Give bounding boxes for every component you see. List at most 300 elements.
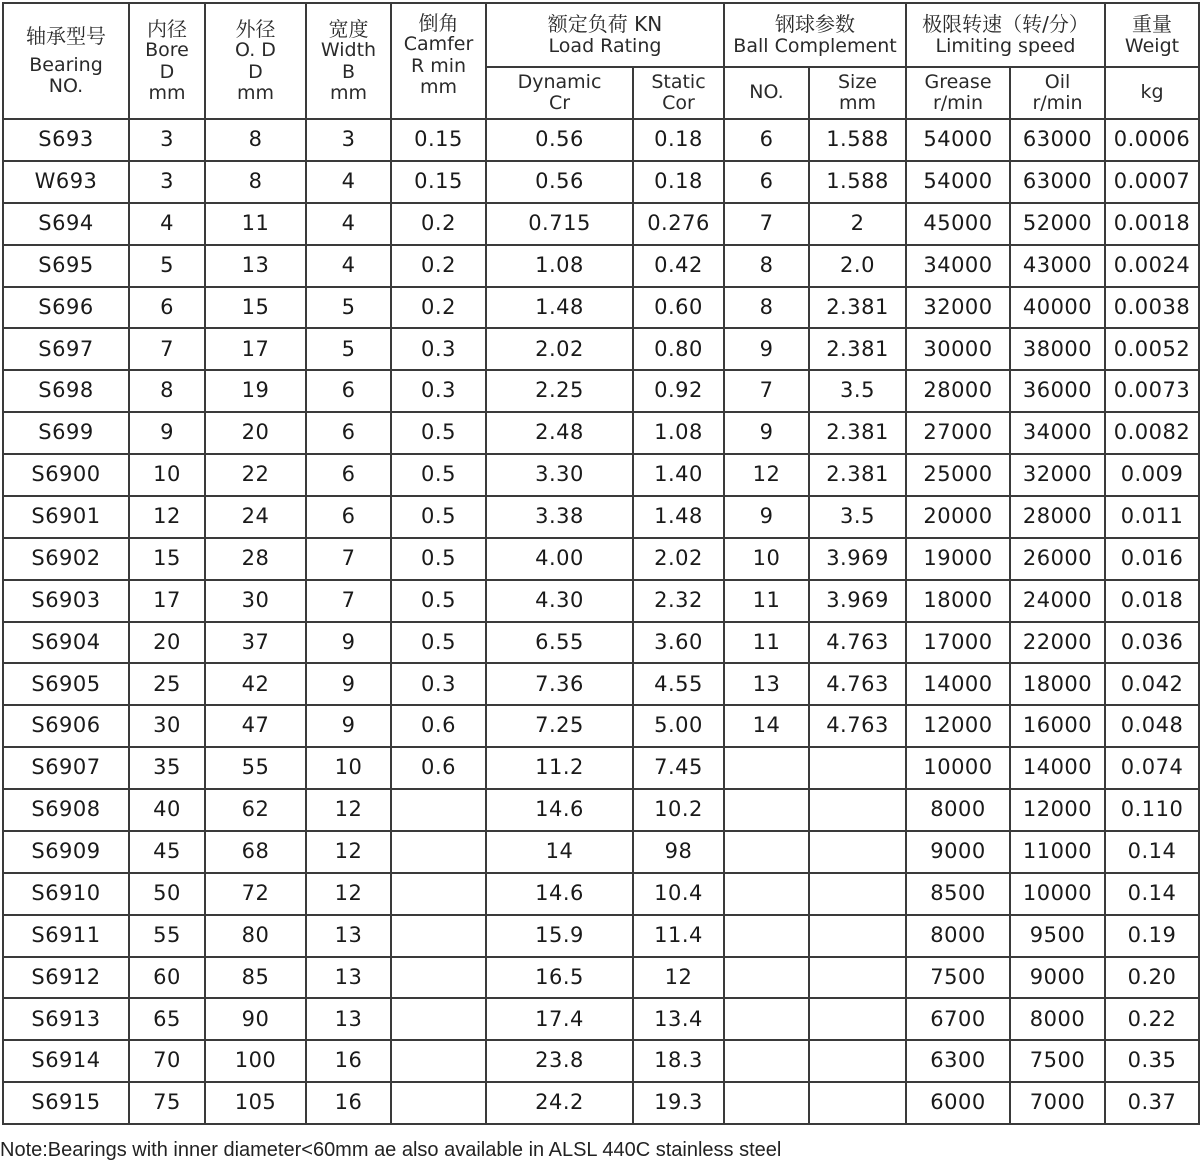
- cell-grease-speed: 17000: [906, 622, 1010, 664]
- cell-static-cor: 0.60: [633, 287, 724, 329]
- cell-grease-speed: 8000: [906, 789, 1010, 831]
- header-oil: [1010, 67, 1105, 119]
- cell-weight: 0.14: [1105, 873, 1199, 915]
- cell-oil-speed: 36000: [1010, 370, 1105, 412]
- cell-od: 42: [205, 663, 306, 705]
- cell-bearing-no: S697: [3, 328, 129, 370]
- cell-oil-speed: 10000: [1010, 873, 1105, 915]
- cell-od: 47: [205, 705, 306, 747]
- cell-bearing-no: S6913: [3, 998, 129, 1040]
- cell-weight: 0.0073: [1105, 370, 1199, 412]
- cell-width: 6: [306, 370, 391, 412]
- table-row: [3, 370, 1199, 412]
- cell-bearing-no: S6912: [3, 957, 129, 999]
- cell-camfer: [391, 789, 486, 831]
- cell-bore: 30: [129, 705, 205, 747]
- table-row: [3, 161, 1199, 203]
- cell-grease-speed: 25000: [906, 454, 1010, 496]
- cell-oil-speed: 63000: [1010, 161, 1105, 203]
- cell-bore: 70: [129, 1040, 205, 1082]
- table-row: [3, 998, 1199, 1040]
- cell-ball-size: 3.969: [809, 538, 906, 580]
- table-row: [3, 747, 1199, 789]
- header-width-en2: B: [341, 60, 356, 83]
- header-ball-no-label: NO.: [749, 81, 784, 104]
- cell-grease-speed: 32000: [906, 287, 1010, 329]
- cell-ball-size: [809, 831, 906, 873]
- header-ball-cn: 钢球参数: [775, 12, 855, 37]
- cell-grease-speed: 20000: [906, 496, 1010, 538]
- header-bearing-no: [3, 3, 129, 119]
- cell-oil-speed: 11000: [1010, 831, 1105, 873]
- header-ball-complement: [724, 3, 906, 67]
- header-camfer-unit: mm: [419, 75, 458, 98]
- cell-ball-size: 1.588: [809, 119, 906, 161]
- cell-grease-speed: 9000: [906, 831, 1010, 873]
- cell-static-cor: 1.48: [633, 496, 724, 538]
- cell-static-cor: 3.60: [633, 622, 724, 664]
- header-load-en: Load Rating: [548, 34, 662, 57]
- header-size-2: mm: [838, 92, 877, 114]
- header-bore-en2: D: [159, 60, 175, 83]
- cell-weight: 0.37: [1105, 1082, 1199, 1124]
- cell-static-cor: 10.4: [633, 873, 724, 915]
- cell-oil-speed: 28000: [1010, 496, 1105, 538]
- cell-camfer: [391, 1082, 486, 1124]
- cell-static-cor: 0.18: [633, 161, 724, 203]
- cell-od: 80: [205, 915, 306, 957]
- cell-oil-speed: 24000: [1010, 580, 1105, 622]
- cell-camfer: 0.5: [391, 622, 486, 664]
- header-ball-no: [724, 67, 809, 119]
- cell-static-cor: 0.18: [633, 119, 724, 161]
- cell-dynamic-cr: 14.6: [486, 789, 633, 831]
- cell-grease-speed: 54000: [906, 119, 1010, 161]
- cell-bearing-no: S693: [3, 119, 129, 161]
- cell-dynamic-cr: 2.48: [486, 412, 633, 454]
- cell-camfer: 0.2: [391, 245, 486, 287]
- cell-camfer: 0.5: [391, 496, 486, 538]
- cell-static-cor: 0.92: [633, 370, 724, 412]
- header-od: [205, 3, 306, 119]
- cell-od: 19: [205, 370, 306, 412]
- table-row: [3, 538, 1199, 580]
- cell-oil-speed: 14000: [1010, 747, 1105, 789]
- cell-ball-no: [724, 957, 809, 999]
- cell-grease-speed: 6700: [906, 998, 1010, 1040]
- cell-dynamic-cr: 2.02: [486, 328, 633, 370]
- cell-ball-size: 2.381: [809, 328, 906, 370]
- cell-bearing-no: S6904: [3, 622, 129, 664]
- cell-width: 4: [306, 203, 391, 245]
- header-static-2: Cor: [662, 92, 695, 114]
- cell-static-cor: 2.02: [633, 538, 724, 580]
- cell-od: 90: [205, 998, 306, 1040]
- cell-dynamic-cr: 24.2: [486, 1082, 633, 1124]
- cell-camfer: 0.2: [391, 287, 486, 329]
- cell-oil-speed: 52000: [1010, 203, 1105, 245]
- cell-width: 13: [306, 957, 391, 999]
- cell-width: 9: [306, 705, 391, 747]
- cell-grease-speed: 10000: [906, 747, 1010, 789]
- cell-weight: 0.036: [1105, 622, 1199, 664]
- cell-ball-size: [809, 998, 906, 1040]
- cell-weight: 0.0082: [1105, 412, 1199, 454]
- cell-ball-no: [724, 873, 809, 915]
- cell-camfer: [391, 831, 486, 873]
- table-row: [3, 496, 1199, 538]
- cell-bearing-no: S6900: [3, 454, 129, 496]
- cell-dynamic-cr: 1.08: [486, 245, 633, 287]
- cell-bore: 10: [129, 454, 205, 496]
- header-speed-en: Limiting speed: [935, 34, 1076, 57]
- cell-bearing-no: S695: [3, 245, 129, 287]
- cell-dynamic-cr: 7.36: [486, 663, 633, 705]
- cell-grease-speed: 30000: [906, 328, 1010, 370]
- cell-ball-no: 14: [724, 705, 809, 747]
- cell-ball-no: [724, 1082, 809, 1124]
- cell-width: 5: [306, 287, 391, 329]
- cell-ball-no: 9: [724, 496, 809, 538]
- cell-static-cor: 0.42: [633, 245, 724, 287]
- cell-ball-size: 3.5: [809, 496, 906, 538]
- cell-grease-speed: 54000: [906, 161, 1010, 203]
- cell-weight: 0.018: [1105, 580, 1199, 622]
- cell-bearing-no: S6910: [3, 873, 129, 915]
- cell-width: 5: [306, 328, 391, 370]
- cell-camfer: 0.5: [391, 454, 486, 496]
- cell-bearing-no: S6908: [3, 789, 129, 831]
- cell-camfer: 0.6: [391, 705, 486, 747]
- cell-dynamic-cr: 16.5: [486, 957, 633, 999]
- header-od-en2: D: [248, 60, 263, 83]
- cell-static-cor: 2.32: [633, 580, 724, 622]
- cell-bore: 55: [129, 915, 205, 957]
- cell-grease-speed: 34000: [906, 245, 1010, 287]
- cell-width: 6: [306, 412, 391, 454]
- header-camfer: [391, 3, 486, 119]
- cell-weight: 0.048: [1105, 705, 1199, 747]
- cell-static-cor: 98: [633, 831, 724, 873]
- cell-grease-speed: 19000: [906, 538, 1010, 580]
- cell-od: 24: [205, 496, 306, 538]
- header-width-en1: Width: [320, 39, 377, 62]
- header-bearing-cn: 轴承型号: [26, 23, 106, 48]
- cell-od: 105: [205, 1082, 306, 1124]
- header-camfer-cn: 倒角: [418, 11, 459, 35]
- cell-camfer: 0.6: [391, 747, 486, 789]
- cell-oil-speed: 38000: [1010, 328, 1105, 370]
- cell-static-cor: 5.00: [633, 705, 724, 747]
- cell-bore: 3: [129, 119, 205, 161]
- cell-bearing-no: S6902: [3, 538, 129, 580]
- cell-oil-speed: 9500: [1010, 915, 1105, 957]
- cell-od: 8: [205, 119, 306, 161]
- cell-ball-size: 4.763: [809, 622, 906, 664]
- cell-width: 3: [306, 119, 391, 161]
- cell-ball-no: 12: [724, 454, 809, 496]
- cell-grease-speed: 7500: [906, 957, 1010, 999]
- cell-od: 8: [205, 161, 306, 203]
- header-weight-cn: 重量: [1132, 12, 1172, 37]
- cell-oil-speed: 22000: [1010, 622, 1105, 664]
- cell-static-cor: 4.55: [633, 663, 724, 705]
- header-oil-2: r/min: [1032, 92, 1083, 114]
- cell-weight: 0.0007: [1105, 161, 1199, 203]
- cell-width: 4: [306, 245, 391, 287]
- cell-ball-no: [724, 915, 809, 957]
- cell-oil-speed: 32000: [1010, 454, 1105, 496]
- cell-bore: 17: [129, 580, 205, 622]
- cell-ball-size: 3.969: [809, 580, 906, 622]
- cell-weight: 0.14: [1105, 831, 1199, 873]
- header-dynamic-2: Cr: [548, 92, 571, 114]
- header-bore-cn: 内径: [147, 16, 187, 41]
- cell-dynamic-cr: 14: [486, 831, 633, 873]
- cell-od: 62: [205, 789, 306, 831]
- cell-camfer: [391, 1040, 486, 1082]
- cell-ball-size: 4.763: [809, 705, 906, 747]
- cell-grease-speed: 6000: [906, 1082, 1010, 1124]
- header-weight-unit: [1105, 67, 1199, 119]
- cell-bore: 25: [129, 663, 205, 705]
- header-load-cn: 额定负荷 KN: [547, 12, 663, 37]
- cell-bearing-no: S698: [3, 370, 129, 412]
- cell-bore: 4: [129, 203, 205, 245]
- cell-bore: 6: [129, 287, 205, 329]
- cell-dynamic-cr: 23.8: [486, 1040, 633, 1082]
- table-row: [3, 831, 1199, 873]
- cell-bearing-no: S694: [3, 203, 129, 245]
- cell-ball-size: 2.381: [809, 287, 906, 329]
- header-speed-cn: 极限转速（转/分）: [922, 12, 1089, 37]
- table-row: [3, 957, 1199, 999]
- bearing-spec-table: [2, 2, 1200, 1125]
- header-bore: [129, 3, 205, 119]
- cell-bearing-no: S6915: [3, 1082, 129, 1124]
- table-row: [3, 454, 1199, 496]
- cell-camfer: 0.15: [391, 161, 486, 203]
- cell-camfer: 0.5: [391, 580, 486, 622]
- cell-width: 13: [306, 915, 391, 957]
- cell-width: 7: [306, 538, 391, 580]
- header-ball-size: [809, 67, 906, 119]
- cell-dynamic-cr: 2.25: [486, 370, 633, 412]
- header-load-rating: [486, 3, 724, 67]
- header-weight: [1105, 3, 1199, 67]
- header-bearing-en2: NO.: [48, 75, 84, 98]
- cell-dynamic-cr: 3.30: [486, 454, 633, 496]
- cell-dynamic-cr: 17.4: [486, 998, 633, 1040]
- cell-bearing-no: S6911: [3, 915, 129, 957]
- header-grease: [906, 67, 1010, 119]
- cell-static-cor: 7.45: [633, 747, 724, 789]
- cell-weight: 0.011: [1105, 496, 1199, 538]
- cell-width: 12: [306, 831, 391, 873]
- cell-width: 13: [306, 998, 391, 1040]
- table-body: [3, 119, 1199, 1124]
- cell-od: 22: [205, 454, 306, 496]
- cell-static-cor: 18.3: [633, 1040, 724, 1082]
- cell-weight: 0.110: [1105, 789, 1199, 831]
- cell-dynamic-cr: 4.30: [486, 580, 633, 622]
- cell-weight: 0.0018: [1105, 203, 1199, 245]
- cell-bearing-no: S6901: [3, 496, 129, 538]
- cell-od: 20: [205, 412, 306, 454]
- table-row: [3, 789, 1199, 831]
- cell-weight: 0.0038: [1105, 287, 1199, 329]
- cell-ball-no: [724, 747, 809, 789]
- cell-dynamic-cr: 0.56: [486, 161, 633, 203]
- cell-ball-size: [809, 1082, 906, 1124]
- cell-bearing-no: S699: [3, 412, 129, 454]
- table-row: [3, 915, 1199, 957]
- cell-ball-no: 7: [724, 370, 809, 412]
- header-static-1: Static: [651, 70, 706, 93]
- cell-static-cor: 19.3: [633, 1082, 724, 1124]
- cell-weight: 0.042: [1105, 663, 1199, 705]
- cell-ball-size: [809, 915, 906, 957]
- cell-oil-speed: 12000: [1010, 789, 1105, 831]
- cell-od: 68: [205, 831, 306, 873]
- cell-oil-speed: 7000: [1010, 1082, 1105, 1124]
- cell-camfer: [391, 998, 486, 1040]
- cell-static-cor: 0.80: [633, 328, 724, 370]
- cell-ball-size: 4.763: [809, 663, 906, 705]
- cell-oil-speed: 40000: [1010, 287, 1105, 329]
- cell-bore: 12: [129, 496, 205, 538]
- table-row: [3, 287, 1199, 329]
- cell-bore: 9: [129, 412, 205, 454]
- footnote: Note:Bearings with inner diameter<60mm ae also available in ALSL 440C stainless steel: [0, 1139, 782, 1161]
- cell-width: 9: [306, 622, 391, 664]
- cell-weight: 0.19: [1105, 915, 1199, 957]
- cell-oil-speed: 8000: [1010, 998, 1105, 1040]
- cell-ball-size: 2.381: [809, 454, 906, 496]
- cell-width: 6: [306, 496, 391, 538]
- cell-oil-speed: 16000: [1010, 705, 1105, 747]
- cell-oil-speed: 7500: [1010, 1040, 1105, 1082]
- table-row: [3, 203, 1199, 245]
- cell-width: 12: [306, 789, 391, 831]
- header-dynamic-1: Dynamic: [517, 70, 602, 93]
- cell-width: 10: [306, 747, 391, 789]
- cell-width: 16: [306, 1040, 391, 1082]
- cell-dynamic-cr: 6.55: [486, 622, 633, 664]
- cell-oil-speed: 9000: [1010, 957, 1105, 999]
- cell-bore: 3: [129, 161, 205, 203]
- cell-static-cor: 10.2: [633, 789, 724, 831]
- header-width: [306, 3, 391, 119]
- cell-camfer: [391, 915, 486, 957]
- cell-od: 17: [205, 328, 306, 370]
- cell-grease-speed: 6300: [906, 1040, 1010, 1082]
- cell-dynamic-cr: 4.00: [486, 538, 633, 580]
- cell-weight: 0.009: [1105, 454, 1199, 496]
- cell-width: 7: [306, 580, 391, 622]
- cell-weight: 0.0024: [1105, 245, 1199, 287]
- cell-bore: 35: [129, 747, 205, 789]
- header-oil-1: Oil: [1044, 70, 1071, 93]
- cell-dynamic-cr: 14.6: [486, 873, 633, 915]
- cell-bore: 7: [129, 328, 205, 370]
- cell-ball-size: [809, 747, 906, 789]
- cell-od: 72: [205, 873, 306, 915]
- cell-ball-no: [724, 831, 809, 873]
- cell-bore: 8: [129, 370, 205, 412]
- cell-grease-speed: 28000: [906, 370, 1010, 412]
- table-row: [3, 328, 1199, 370]
- cell-od: 11: [205, 203, 306, 245]
- table-row: [3, 245, 1199, 287]
- header-grease-1: Grease: [924, 70, 992, 93]
- cell-bore: 20: [129, 622, 205, 664]
- cell-ball-size: 2: [809, 203, 906, 245]
- cell-static-cor: 1.40: [633, 454, 724, 496]
- cell-static-cor: 12: [633, 957, 724, 999]
- cell-ball-no: 13: [724, 663, 809, 705]
- cell-bore: 15: [129, 538, 205, 580]
- cell-ball-size: 2.381: [809, 412, 906, 454]
- table-row: [3, 119, 1199, 161]
- header-grease-2: r/min: [932, 92, 984, 114]
- cell-grease-speed: 18000: [906, 580, 1010, 622]
- cell-weight: 0.0052: [1105, 328, 1199, 370]
- cell-ball-no: 11: [724, 622, 809, 664]
- cell-dynamic-cr: 3.38: [486, 496, 633, 538]
- cell-oil-speed: 34000: [1010, 412, 1105, 454]
- cell-grease-speed: 12000: [906, 705, 1010, 747]
- cell-weight: 0.20: [1105, 957, 1199, 999]
- header-ball-en: Ball Complement: [733, 34, 897, 57]
- cell-camfer: [391, 873, 486, 915]
- cell-ball-no: [724, 998, 809, 1040]
- cell-bore: 40: [129, 789, 205, 831]
- cell-camfer: [391, 957, 486, 999]
- cell-grease-speed: 8500: [906, 873, 1010, 915]
- table-row: [3, 580, 1199, 622]
- cell-od: 13: [205, 245, 306, 287]
- header-width-unit: mm: [329, 81, 368, 104]
- cell-static-cor: 13.4: [633, 998, 724, 1040]
- table-row: [3, 705, 1199, 747]
- cell-ball-no: 9: [724, 328, 809, 370]
- header-dynamic: [486, 67, 633, 119]
- cell-weight: 0.22: [1105, 998, 1199, 1040]
- header-weight-en: Weigt: [1124, 34, 1180, 57]
- cell-camfer: 0.15: [391, 119, 486, 161]
- cell-bore: 75: [129, 1082, 205, 1124]
- cell-od: 100: [205, 1040, 306, 1082]
- cell-ball-no: 8: [724, 287, 809, 329]
- cell-ball-size: [809, 957, 906, 999]
- header-static: [633, 67, 724, 119]
- cell-dynamic-cr: 0.715: [486, 203, 633, 245]
- cell-grease-speed: 27000: [906, 412, 1010, 454]
- cell-grease-speed: 45000: [906, 203, 1010, 245]
- cell-camfer: 0.5: [391, 538, 486, 580]
- cell-dynamic-cr: 1.48: [486, 287, 633, 329]
- cell-grease-speed: 14000: [906, 663, 1010, 705]
- cell-weight: 0.016: [1105, 538, 1199, 580]
- cell-camfer: 0.3: [391, 663, 486, 705]
- cell-width: 16: [306, 1082, 391, 1124]
- cell-oil-speed: 18000: [1010, 663, 1105, 705]
- header-width-cn: 宽度: [328, 16, 369, 41]
- cell-ball-no: 6: [724, 119, 809, 161]
- header-size-1: Size: [837, 70, 877, 93]
- cell-bearing-no: S6906: [3, 705, 129, 747]
